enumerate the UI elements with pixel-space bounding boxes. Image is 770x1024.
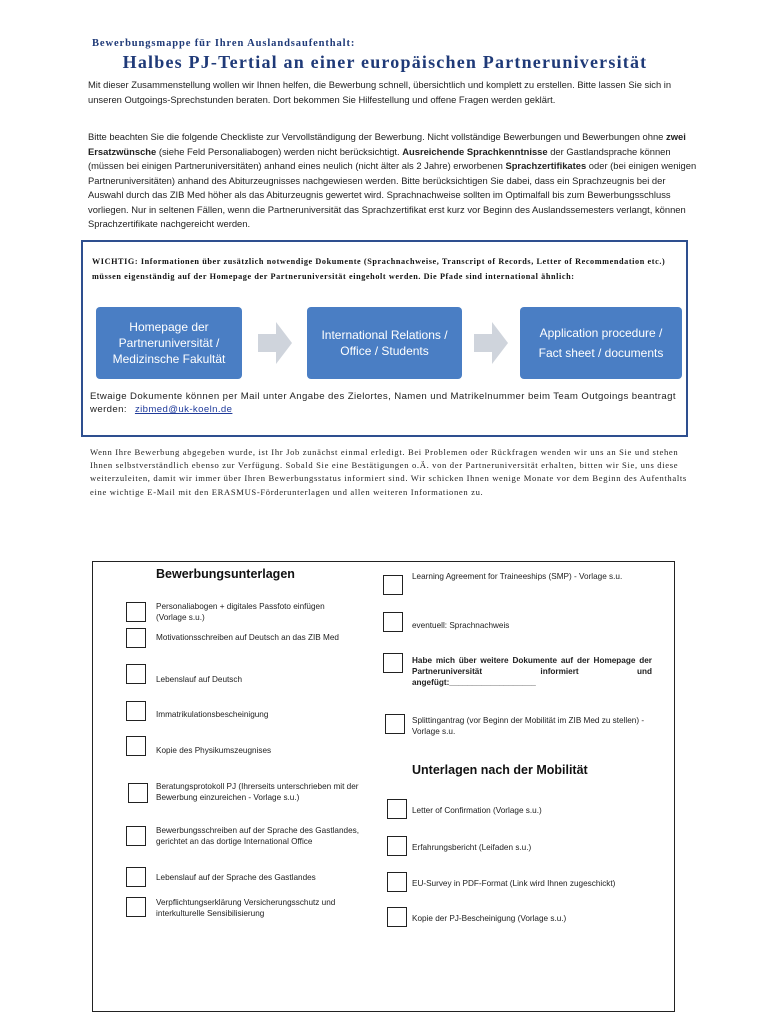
checklist-instructions: Bitte beachten Sie die folgende Checkliste zur Vervollständigung der Bewerbung. Nicht vollständige Bewerbungen und Bewerbungen ohne zwei Ersatzwünsche (siehe Feld Personaliabogen) werden nicht berücksichtigt. Ausreichende Sprachkenntnisse der Gastlandsprache können (müssen bei einigen Partneruniversitäten) anhand eines neulich (nicht älter als 2 Jahre) erworbenen Sprachzertifikates oder (bei einigen wenigen Partneruniversitäten) anhand des Abiturzeugnisses nachgewiesen werden. Bitte berücksichtigen Sie dabei, dass ein Sprachzeugnis bei der Auswahl durch das ZIB Med höher als das Abiturzeugnis gewertet wird. Sprachnachweise sollten im Optimalfall bis zum Bewerbungsschluss vorliegen. Nur in seltenen Fällen, wenn die Partneruniversität das Sprachzertifikat erst kurz vor Beginn des Auslandssemesters verlangt, können Sprachzertifikate nachgereicht werden. bbox=[88, 131, 697, 229]
checkbox[interactable] bbox=[387, 907, 407, 927]
flow-step-international-office: International Relations / Office / Students bbox=[307, 307, 462, 379]
checklist-item: Verpflichtungserklärung Versicherungsschutz und interkulturelle Sensibilisierung bbox=[156, 898, 336, 918]
checkbox[interactable] bbox=[385, 714, 405, 734]
checklist-item: Immatrikulationsbescheinigung bbox=[156, 710, 269, 719]
flow-step-homepage: Homepage der Partneruniversität / Medizinsche Fakultät bbox=[96, 307, 242, 379]
checklist-item: Erfahrungsbericht (Leifaden s.u.) bbox=[412, 843, 532, 852]
checkbox[interactable] bbox=[126, 826, 146, 846]
section-heading-application: Bewerbungsunterlagen bbox=[156, 567, 295, 581]
checklist-item: Letter of Confirmation (Vorlage s.u.) bbox=[412, 806, 542, 815]
flow-step-application: Application procedure / Fact sheet / documents bbox=[520, 307, 682, 379]
contact-email-link[interactable]: zibmed@uk-koeln.de bbox=[134, 404, 233, 415]
checklist-item: Motivationsschreiben auf Deutsch an das ZIB Med bbox=[156, 633, 339, 642]
checklist-item: Bewerbungsschreiben auf der Sprache des Gastlandes, gerichtet an das dortige International Office bbox=[156, 826, 359, 846]
checklist-item: Learning Agreement for Traineeships (SMP) - Vorlage s.u. bbox=[412, 572, 623, 581]
checkbox[interactable] bbox=[383, 612, 403, 632]
checklist-item: Kopie des Physikumszeugnises bbox=[156, 746, 272, 755]
checkbox[interactable] bbox=[383, 575, 403, 595]
checklist-item: Kopie der PJ-Bescheinigung (Vorlage s.u.) bbox=[412, 914, 567, 923]
section-heading-after-mobility: Unterlagen nach der Mobilität bbox=[412, 763, 588, 777]
checkbox[interactable] bbox=[126, 664, 146, 684]
document-kicker: Bewerbungsmappe für Ihren Auslandsaufenthalt: bbox=[92, 38, 356, 49]
intro-paragraph: Mit dieser Zusammenstellung wollen wir Ihnen helfen, die Bewerbung schnell, übersichtlich und komplett zu erstellen. Bitte lassen Sie sich in unseren Outgoings-Sprechstunden beraten. Dort bekommen Sie Hilfestellung und offene Fragen werden geklärt. bbox=[88, 79, 672, 105]
checklist-item: Beratungsprotokoll PJ (Ihrerseits unterschrieben mit der Bewerbung einzureichen - Vorlage s.u.) bbox=[156, 782, 359, 802]
checkbox[interactable] bbox=[387, 872, 407, 892]
checkbox[interactable] bbox=[128, 783, 148, 803]
notice-text: WICHTIG: Informationen über zusätzlich notwendige Dokumente (Sprachnachweise, Transcript of Records, Letter of Recommendation etc.) müssen eigenständig auf der Homepage der Partneruniversität eingeholt werden. Die Pfade sind international ähnlich: bbox=[92, 257, 666, 281]
checkbox[interactable] bbox=[387, 836, 407, 856]
after-submission-text: Wenn Ihre Bewerbung abgegeben wurde, ist Ihr Job zunächst einmal erledigt. Bei Problemen oder Rückfragen wenden wir uns an Sie und stehen Ihnen selbstverständlich ebenso zur Verfügung. Sobald Sie eine Bestätigungen o.Ä. von der Partneruniversität erhalten, bitten wir Sie, uns diese weiterzuleiten, damit wir immer über Ihren Bewerbungsstatus informiert sind. Wir schicken Ihnen wenige Monate vor dem Beginn des Aufenthalts eine wichtige E-Mail mit den ERASMUS-Förderunterlagen und allen weiteren Informationen zu. bbox=[90, 447, 687, 497]
checklist-item: Personaliabogen + digitales Passfoto einfügen (Vorlage s.u.) bbox=[156, 602, 325, 622]
contact-note: Etwaige Dokumente können per Mail unter Angabe des Zielortes, Namen und Matrikelnummer beim Team Outgoings beantragt werden: zibmed@uk-koeln.de bbox=[90, 391, 676, 415]
checklist-item: Splittingantrag (vor Beginn der Mobilität im ZIB Med zu stellen) - Vorlage s.u. bbox=[412, 716, 645, 736]
flow-arrow-icon bbox=[258, 322, 292, 364]
checkbox[interactable] bbox=[383, 653, 403, 673]
checkbox[interactable] bbox=[126, 602, 146, 622]
checkbox[interactable] bbox=[126, 897, 146, 917]
checklist-item: eventuell: Sprachnachweis bbox=[412, 621, 510, 630]
checkbox[interactable] bbox=[126, 628, 146, 648]
checkbox[interactable] bbox=[387, 799, 407, 819]
checklist-item: Habe mich über weitere Dokumente auf der Homepage der Partneruniversität informiert und angefügt:___________________ bbox=[412, 656, 652, 687]
checkbox[interactable] bbox=[126, 867, 146, 887]
checklist-item: Lebenslauf auf Deutsch bbox=[156, 675, 243, 684]
checkbox[interactable] bbox=[126, 701, 146, 721]
flow-arrow-icon bbox=[474, 322, 508, 364]
checklist-item: Lebenslauf auf der Sprache des Gastlandes bbox=[156, 873, 316, 882]
document-title: Halbes PJ-Tertial an einer europäischen Partneruniversität bbox=[122, 52, 648, 72]
checkbox[interactable] bbox=[126, 736, 146, 756]
checklist-item: EU-Survey in PDF-Format (Link wird Ihnen zugeschickt) bbox=[412, 879, 616, 888]
